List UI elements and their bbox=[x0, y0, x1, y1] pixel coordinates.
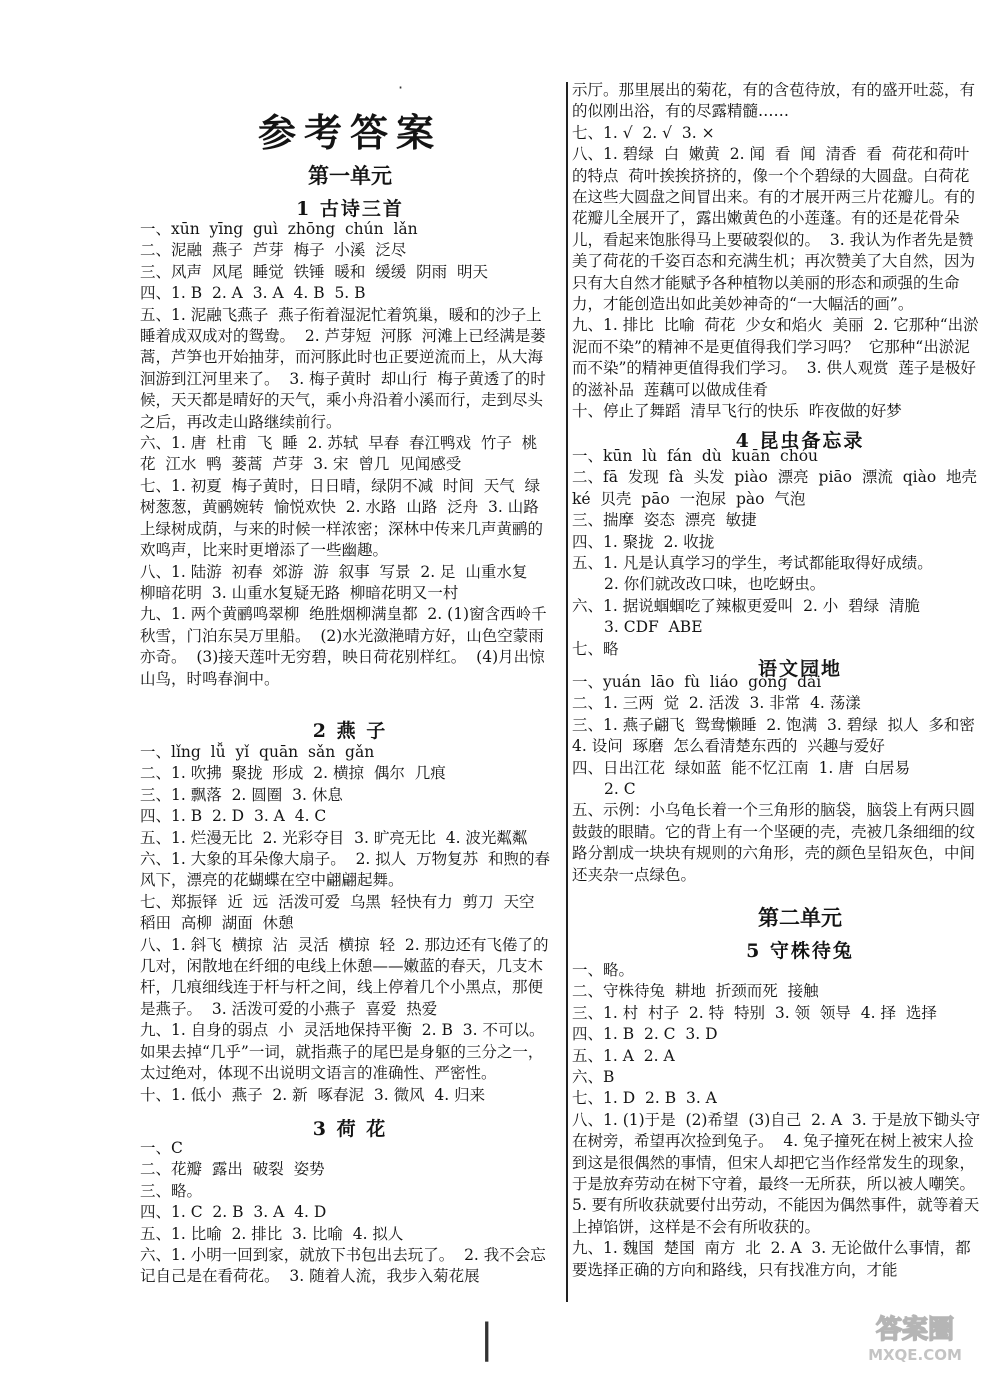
answer-line: 五、示例：小乌龟长着一个三角形的脑袋，脑袋上有两只圆鼓鼓的眼睛。它的背上有一个坚硬的壳，壳被几条细细的纹路分割成一块块有规则的六角形，壳的颜色呈铅灰色，中间还夹杂一点绿色。 bbox=[572, 801, 976, 884]
answer-block-lesson2 bbox=[140, 742, 552, 1106]
svg-text:MXQE.COM: MXQE.COM bbox=[868, 1346, 962, 1364]
answer-line: 九、1. 排比 比喻 荷花 少女和焰火 美丽 2. 它那种“出淤泥而不染”的精神不是更值得我们学习吗？ 它那种“出淤泥而不染”的精神更值得我们学习。 3. 供人观赏 莲子是极好的滋补品 莲藕可以做成佳肴 bbox=[572, 316, 979, 399]
answer-line: 五、1. 凡是认真学习的学生，考试都能取得好成绩。 bbox=[572, 554, 933, 573]
answer-line: 三、略。 bbox=[140, 1181, 203, 1200]
answer-block-lesson5 bbox=[572, 960, 985, 1281]
answer-line: 一、lǐng lǚ yǐ quān sǎn gǎn bbox=[140, 743, 375, 761]
answer-line: 六、B bbox=[572, 1068, 615, 1087]
answer-line: 九、1. 自身的弱点 小 灵活地保持平衡 2. B 3. 不可以。如果去掉“几乎”一词，就指燕子的尾巴是身躯的三分之一，太过绝对，体现不出说明文语言的准确性、严密性。 bbox=[140, 1021, 545, 1083]
unit-heading-1: 第一单元 bbox=[308, 163, 392, 188]
answer-block-lesson3 bbox=[140, 1138, 552, 1288]
answer-line: 四、1. C 2. B 3. A 4. D bbox=[140, 1203, 327, 1222]
watermark-logo bbox=[840, 1306, 990, 1366]
answer-block-right-top bbox=[572, 80, 982, 423]
answer-line: 一、yuán lāo fù liáo gòng dài bbox=[572, 673, 822, 691]
answer-line: 九、1. 两个黄鹂鸣翠柳 绝胜烟柳满皇都 2. (1)窗含西岭千秋雪，门泊东吴万里船。 (2)水光潋滟晴方好，山色空蒙雨亦奇。 (3)接天莲叶无穷碧，映日荷花别样红。 (4)月出惊山鸟，时鸣春涧中。 bbox=[140, 605, 547, 688]
top-dot: · bbox=[398, 78, 404, 97]
answer-line: 二、守株待兔 耕地 折颈而死 接触 bbox=[572, 982, 819, 1001]
answer-block-yuwen bbox=[572, 672, 985, 886]
answer-line: 三、风声 风尾 睡觉 铁锤 暖和 缓缓 阴雨 明天 bbox=[140, 262, 488, 281]
answer-line: 六、1. 小明一回到家，就放下书包出去玩了。 2. 我不会忘记自己是在看荷花。 3. 随着人流，我步入菊花展 bbox=[140, 1246, 546, 1286]
answer-block-lesson4 bbox=[572, 446, 987, 660]
answer-line: 三、1. 飘落 2. 圆圈 3. 休息 bbox=[140, 785, 343, 804]
answer-line: 九、1. 魏国 楚国 南方 北 2. A 3. 无论做什么事情，都要选择正确的方向和路线，只有找准方向，才能 bbox=[572, 1239, 971, 1279]
watermark-graphic bbox=[840, 1306, 990, 1366]
lesson-heading-5: 5 守株待兔 bbox=[746, 940, 854, 962]
answer-line: 六、1. 据说蝈蝈吃了辣椒更爱叫 2. 小 碧绿 清脆 bbox=[572, 596, 920, 615]
answer-line: 二、1. 三两 觉 2. 活泼 3. 非常 4. 荡漾 bbox=[572, 694, 861, 713]
lesson-heading-4: 4 昆虫备忘录 bbox=[735, 430, 865, 452]
answer-line: 三、1. 燕子翩飞 鸳鸯懒睡 2. 饱满 3. 碧绿 拟人 多和密 4. 设问 琢磨 怎么看清楚东西的 兴趣与爱好 bbox=[572, 715, 985, 756]
answer-line: 二、fā 发现 fà 头发 piào 漂亮 piāo 漂流 qiào 地壳 ké 贝壳 pāo 一泡尿 pào 气泡 bbox=[572, 468, 987, 508]
answer-block-lesson1 bbox=[140, 219, 552, 690]
answer-line: 二、1. 吹拂 聚拢 形成 2. 横掠 偶尔 几痕 bbox=[140, 764, 446, 783]
answer-line: 五、1. A 2. A bbox=[572, 1046, 675, 1065]
answer-line: 四、1. B 2. C 3. D bbox=[572, 1025, 718, 1044]
answer-line: 五、1. 泥融飞燕子 燕子衔着湿泥忙着筑巢，暖和的沙子上睡着成双成对的鸳鸯。 2. 芦芽短 河豚 河滩上已经满是蒌蒿，芦笋也开始抽芽，而河豚此时也正要逆流而上，从大海洄游到江河里来了。 3. 梅子黄时 却山行 梅子黄透了的时候，天天都是晴好的天气，乘小舟沿着小溪而行，走到尽头之后，再改走山路继续前行。 bbox=[140, 305, 546, 431]
answer-line: 四、1. B 2. D 3. A 4. C bbox=[140, 807, 327, 826]
answer-line: 2. C bbox=[604, 780, 636, 799]
answer-line: 四、1. 聚拢 2. 收拢 bbox=[572, 532, 715, 551]
answer-line: 十、1. 低小 燕子 2. 新 啄春泥 3. 微风 4. 归来 bbox=[140, 1085, 486, 1104]
answer-line: 六、1. 唐 杜甫 飞 睡 2. 苏轼 早春 春江鸭戏 竹子 桃花 江水 鸭 蒌蒿 芦芽 3. 宋 曾几 见闻感受 bbox=[140, 434, 538, 474]
answer-line: 一、kūn lù fán dù kuān chóu bbox=[572, 447, 819, 465]
lesson-heading-2: 2 燕 子 bbox=[312, 720, 388, 742]
answer-line: 四、1. B 2. A 3. A 4. B 5. B bbox=[140, 284, 366, 303]
answer-line: 八、1. 碧绿 白 嫩黄 2. 闻 看 闻 清香 看 荷花和荷叶的特点 荷叶挨挨挤挤的，像一个个碧绿的大圆盘。白荷花在这些大圆盘之间冒出来。有的才展开两三片花瓣儿。有的花瓣儿全展开了，露出嫩黄色的小莲蓬。有的还是花骨朵儿，看起来饱胀得马上要破裂似的。 3. 我认为作者先是赞美了荷花的千姿百态和充满生机；再次赞美了大自然，因为只有大自然才能赋予各种植物以美丽的形态和顽强的生命力，才能创造出如此美妙神奇的“一大幅活的画”。 bbox=[572, 145, 976, 314]
page-title: 参考答案 bbox=[257, 110, 442, 155]
answer-line: 五、1. 比喻 2. 排比 3. 比喻 4. 拟人 bbox=[140, 1224, 404, 1243]
answer-line: 五、1. 烂漫无比 2. 光彩夺目 3. 旷亮无比 4. 波光粼粼 bbox=[140, 828, 528, 847]
answer-line: 一、略。 bbox=[572, 961, 635, 979]
page-number-mark: | bbox=[480, 1316, 494, 1362]
lesson-heading-3: 3 荷 花 bbox=[312, 1118, 388, 1140]
answer-line: 四、日出江花 绿如蓝 能不忆江南 1. 唐 白居易 bbox=[572, 758, 911, 777]
answer-line: 七、郑振铎 近 远 活泼可爱 乌黑 轻快有力 剪刀 天空 稻田 高柳 湖面 休憩 bbox=[140, 892, 545, 933]
answer-line: 三、1. 村 村子 2. 特 特别 3. 领 领导 4. 择 选择 bbox=[572, 1003, 937, 1022]
answer-line: 七、1. D 2. B 3. A bbox=[572, 1089, 717, 1108]
answer-line: 2. 你们就改改口味，也吃蚜虫。 bbox=[604, 575, 826, 594]
answer-line: 一、xūn yīng guì zhōng chún lǎn bbox=[140, 220, 418, 238]
answer-line: 二、花瓣 露出 破裂 姿势 bbox=[140, 1160, 325, 1179]
answer-line: 七、1. 初夏 梅子黄时，日日晴，绿阴不减 时间 天气 绿树葱葱，黄鹂婉转 愉悦欢快 2. 水路 山路 泛舟 3. 山路上绿树成荫，与来的时候一样浓密；深林中传来几声黄鹂的欢鸣声，比来时更增添了一些幽趣。 bbox=[140, 476, 544, 560]
answer-line: 示厅。那里展出的菊花，有的含苞待放，有的盛开吐蕊，有的似刚出浴，有的尽露精髓…… bbox=[572, 81, 976, 121]
answer-line: 八、1. 陆游 初春 郊游 游 叙事 写景 2. 足 山重水复 柳暗花明 3. 山重水复疑无路 柳暗花明又一村 bbox=[140, 562, 538, 602]
lesson-heading-1: 1 古诗三首 bbox=[296, 198, 404, 220]
answer-line: 七、略 bbox=[572, 639, 619, 658]
svg-text:答案圈: 答案圈 bbox=[875, 1315, 955, 1345]
answer-line: 六、1. 大象的耳朵像大扇子。 2. 拟人 万物复苏 和煦的春风下，漂亮的花蝴蝶在空中翩翩起舞。 bbox=[140, 850, 550, 890]
answer-line: 八、1. (1)于是 (2)希望 (3)自己 2. A 3. 于是放下锄头守在树旁，希望再次捡到兔子。 4. 兔子撞死在树上被宋人捡到这是很偶然的事情，但宋人却把它当作经常发生的现象，于是放弃劳动在树下守着，最终一无所获，所以被人嘲笑。 5. 要有所收获就要付出劳动，不能因为偶然事件，就等着天上掉馅饼，这样是不会有所收获的。 bbox=[572, 1110, 985, 1236]
answer-line: 一、C bbox=[140, 1139, 183, 1157]
answer-line: 二、泥融 燕子 芦芽 梅子 小溪 泛尽 bbox=[140, 241, 407, 260]
column-divider bbox=[566, 82, 568, 1302]
answer-line: 三、揣摩 姿态 漂亮 敏捷 bbox=[572, 511, 757, 530]
answer-line: 八、1. 斜飞 横掠 沾 灵活 横掠 轻 2. 那边还有飞倦了的几对，闲散地在纤细的电线上休憩——嫩蓝的春天，几支木杆，几痕细线连于杆与杆之间，线上停着几个小黑点，那便是燕子。 3. 活泼可爱的小燕子 喜爱 热爱 bbox=[140, 935, 549, 1018]
answer-line: 七、1. √ 2. √ 3. × bbox=[572, 123, 715, 142]
answer-line: 3. CDF ABE bbox=[604, 618, 703, 637]
yuwen-yuandi-heading: 语文园地 bbox=[757, 658, 842, 680]
answer-line: 十、停止了舞蹈 清早飞行的快乐 昨夜做的好梦 bbox=[572, 402, 902, 421]
unit-heading-2: 第二单元 bbox=[758, 905, 842, 930]
